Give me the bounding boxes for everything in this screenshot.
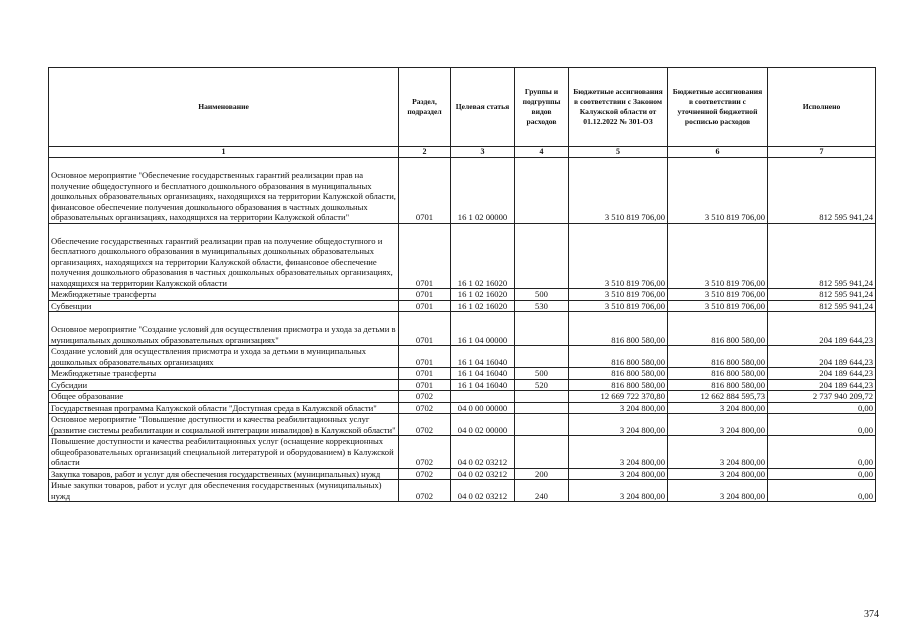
row-name: Основное мероприятие "Повышение доступности и качества реабилитационных услуг (развитие системы реабилитации и социальной интеграции инвалидов) в Калужской области" — [49, 414, 399, 436]
header-refined: Бюджетные ассигнования в соответствии с уточненной бюджетной росписью расходов — [668, 68, 768, 147]
table-row — [49, 414, 876, 436]
row-name: Межбюджетные трансферты — [49, 289, 399, 301]
row-refined-amount: 3 510 819 706,00 — [668, 300, 768, 312]
row-refined-amount: 816 800 580,00 — [668, 312, 768, 346]
row-law-amount: 3 204 800,00 — [569, 414, 668, 436]
row-executed-amount: 204 189 644,23 — [768, 368, 876, 380]
row-name: Межбюджетные трансферты — [49, 368, 399, 380]
row-target: 04 0 00 00000 — [451, 402, 515, 414]
row-executed-amount: 812 595 941,24 — [768, 300, 876, 312]
table-row — [49, 158, 876, 224]
header-law: Бюджетные ассигнования в соответствии с Законом Калужской области от 01.12.2022 № 301-ОЗ — [569, 68, 668, 147]
table-row — [49, 346, 876, 368]
table-row — [49, 480, 876, 502]
row-target: 16 1 02 16020 — [451, 289, 515, 301]
row-section: 0701 — [399, 300, 451, 312]
row-name: Обеспечение государственных гарантий реализации прав на получение общедоступного и бесплатного дошкольного образования в муниципальных дошкольных образовательных организациях, находящихся на территории Калужской области, финансовое обеспечение получения дошкольного образования в частных дошкольных образовательных организациях, находящихся на территории Калужской области — [49, 223, 399, 289]
row-refined-amount: 816 800 580,00 — [668, 346, 768, 368]
row-section: 0701 — [399, 289, 451, 301]
row-target — [451, 391, 515, 403]
row-group: 520 — [515, 379, 569, 391]
row-name: Повышение доступности и качества реабилитационных услуг (оснащение коррекционных общеобразовательных организаций специальной литературой и оборудованием) в Калужской области — [49, 436, 399, 469]
row-law-amount: 3 510 819 706,00 — [569, 158, 668, 224]
row-law-amount: 3 510 819 706,00 — [569, 300, 668, 312]
row-law-amount: 3 204 800,00 — [569, 480, 668, 502]
row-refined-amount: 3 510 819 706,00 — [668, 158, 768, 224]
row-section: 0701 — [399, 346, 451, 368]
row-group — [515, 223, 569, 289]
column-number: 4 — [515, 147, 569, 158]
row-executed-amount: 0,00 — [768, 414, 876, 436]
row-refined-amount: 816 800 580,00 — [668, 379, 768, 391]
row-section: 0701 — [399, 312, 451, 346]
table-row — [49, 402, 876, 414]
row-executed-amount: 204 189 644,23 — [768, 379, 876, 391]
row-group — [515, 391, 569, 403]
row-target: 04 0 02 03212 — [451, 468, 515, 480]
row-law-amount: 3 510 819 706,00 — [569, 289, 668, 301]
row-name: Основное мероприятие "Обеспечение государственных гарантий реализации прав на получение общедоступного и бесплатного дошкольного образования в муниципальных дошкольных образовательных организациях, находящихся на территории Калужской области, финансовое обеспечение получения дошкольного образования в частных дошкольных образовательных организациях, находящихся на территории Калужской области" — [49, 158, 399, 224]
table-row — [49, 289, 876, 301]
column-number: 2 — [399, 147, 451, 158]
row-target: 16 1 04 16040 — [451, 368, 515, 380]
row-name: Государственная программа Калужской области "Доступная среда в Калужской области" — [49, 402, 399, 414]
row-section: 0701 — [399, 223, 451, 289]
row-group — [515, 402, 569, 414]
row-law-amount: 3 204 800,00 — [569, 468, 668, 480]
table-body — [49, 158, 876, 502]
row-law-amount: 12 669 722 370,80 — [569, 391, 668, 403]
row-section: 0701 — [399, 368, 451, 380]
row-target: 04 0 02 03212 — [451, 436, 515, 469]
row-target: 16 1 04 16040 — [451, 346, 515, 368]
header-group: Группы и подгруппы видов расходов — [515, 68, 569, 147]
row-refined-amount: 816 800 580,00 — [668, 368, 768, 380]
row-name: Создание условий для осуществления присмотра и ухода за детьми в муниципальных дошкольных образовательных организациях — [49, 346, 399, 368]
row-section: 0702 — [399, 402, 451, 414]
row-group — [515, 436, 569, 469]
row-executed-amount: 2 737 940 209,72 — [768, 391, 876, 403]
row-target: 16 1 04 16040 — [451, 379, 515, 391]
table-row — [49, 468, 876, 480]
row-section: 0702 — [399, 436, 451, 469]
row-law-amount: 816 800 580,00 — [569, 379, 668, 391]
row-group — [515, 312, 569, 346]
row-section: 0702 — [399, 468, 451, 480]
row-section: 0701 — [399, 158, 451, 224]
row-group — [515, 414, 569, 436]
table-row — [49, 379, 876, 391]
row-name: Субвенции — [49, 300, 399, 312]
row-executed-amount: 0,00 — [768, 436, 876, 469]
page-number: 374 — [864, 609, 879, 620]
row-section: 0702 — [399, 480, 451, 502]
column-number: 5 — [569, 147, 668, 158]
row-executed-amount: 204 189 644,23 — [768, 312, 876, 346]
table-row — [49, 223, 876, 289]
row-group: 200 — [515, 468, 569, 480]
row-name: Иные закупки товаров, работ и услуг для обеспечения государственных (муниципальных) нужд — [49, 480, 399, 502]
row-target: 16 1 02 00000 — [451, 158, 515, 224]
row-law-amount: 816 800 580,00 — [569, 368, 668, 380]
row-group: 500 — [515, 289, 569, 301]
row-target: 16 1 04 00000 — [451, 312, 515, 346]
row-executed-amount: 0,00 — [768, 468, 876, 480]
row-refined-amount: 12 662 884 595,73 — [668, 391, 768, 403]
table-row — [49, 368, 876, 380]
table-row — [49, 312, 876, 346]
row-law-amount: 816 800 580,00 — [569, 312, 668, 346]
row-executed-amount: 0,00 — [768, 480, 876, 502]
header-target: Целевая статья — [451, 68, 515, 147]
row-refined-amount: 3 510 819 706,00 — [668, 289, 768, 301]
table-row — [49, 436, 876, 469]
header-section: Раздел, подраздел — [399, 68, 451, 147]
row-group — [515, 346, 569, 368]
row-name: Субсидии — [49, 379, 399, 391]
row-name: Общее образование — [49, 391, 399, 403]
row-target: 16 1 02 16020 — [451, 223, 515, 289]
column-number: 1 — [49, 147, 399, 158]
column-number: 6 — [668, 147, 768, 158]
row-refined-amount: 3 204 800,00 — [668, 480, 768, 502]
row-law-amount: 3 510 819 706,00 — [569, 223, 668, 289]
row-executed-amount: 812 595 941,24 — [768, 158, 876, 224]
row-law-amount: 3 204 800,00 — [569, 436, 668, 469]
row-executed-amount: 812 595 941,24 — [768, 289, 876, 301]
table-row — [49, 391, 876, 403]
row-group: 240 — [515, 480, 569, 502]
row-target: 16 1 02 16020 — [451, 300, 515, 312]
row-refined-amount: 3 204 800,00 — [668, 468, 768, 480]
header-executed: Исполнено — [768, 68, 876, 147]
row-executed-amount: 812 595 941,24 — [768, 223, 876, 289]
row-executed-amount: 0,00 — [768, 402, 876, 414]
row-group: 500 — [515, 368, 569, 380]
column-number: 3 — [451, 147, 515, 158]
row-executed-amount: 204 189 644,23 — [768, 346, 876, 368]
table-row — [49, 300, 876, 312]
row-target: 04 0 02 00000 — [451, 414, 515, 436]
header-row — [49, 68, 876, 147]
header-name: Наименование — [49, 68, 399, 147]
row-name: Основное мероприятие "Создание условий для осуществления присмотра и ухода за детьми в муниципальных дошкольных образовательных организациях" — [49, 312, 399, 346]
row-law-amount: 816 800 580,00 — [569, 346, 668, 368]
row-refined-amount: 3 204 800,00 — [668, 414, 768, 436]
row-target: 04 0 02 03212 — [451, 480, 515, 502]
row-section: 0701 — [399, 379, 451, 391]
row-group: 530 — [515, 300, 569, 312]
row-refined-amount: 3 204 800,00 — [668, 402, 768, 414]
row-section: 0702 — [399, 391, 451, 403]
row-section: 0702 — [399, 414, 451, 436]
row-name: Закупка товаров, работ и услуг для обеспечения государственных (муниципальных) нужд — [49, 468, 399, 480]
column-number: 7 — [768, 147, 876, 158]
column-number-row — [49, 147, 876, 158]
row-law-amount: 3 204 800,00 — [569, 402, 668, 414]
row-group — [515, 158, 569, 224]
row-refined-amount: 3 204 800,00 — [668, 436, 768, 469]
budget-table — [48, 67, 876, 502]
row-refined-amount: 3 510 819 706,00 — [668, 223, 768, 289]
